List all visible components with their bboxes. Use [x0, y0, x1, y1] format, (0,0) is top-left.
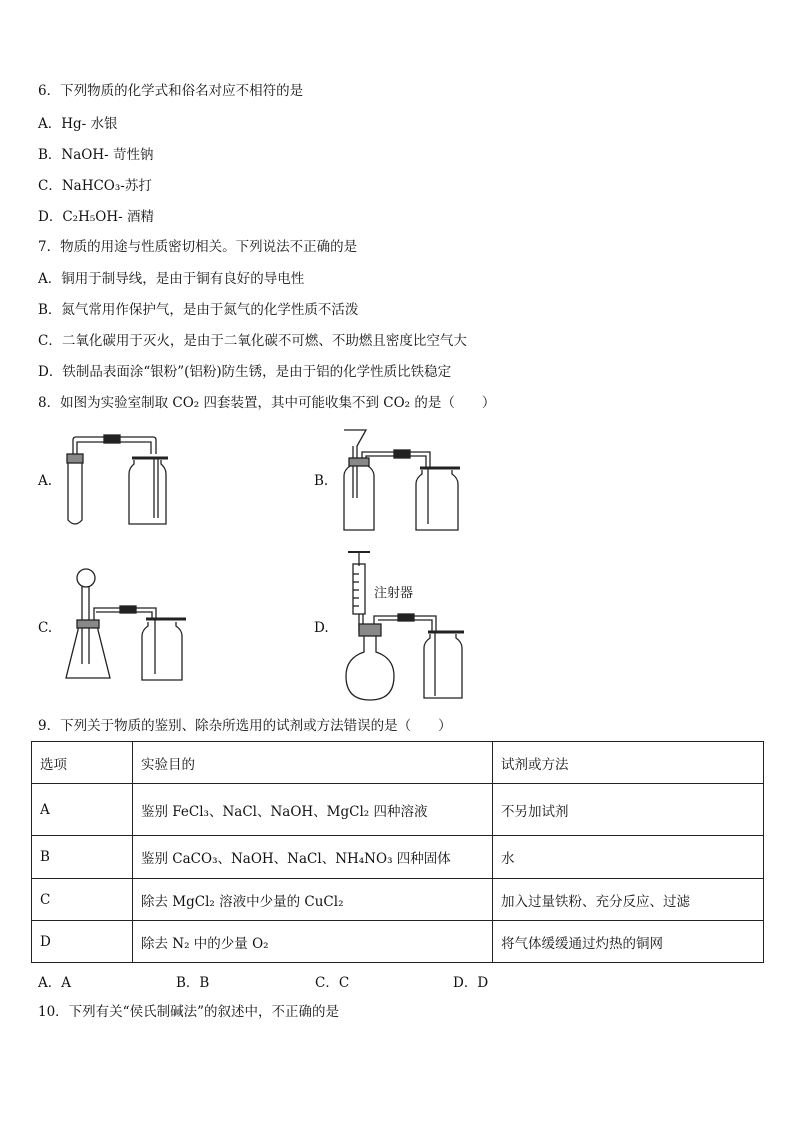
- apparatus-a-figure: [58, 428, 178, 530]
- table-row: [32, 921, 764, 963]
- q8-label-c: C.: [38, 620, 53, 636]
- table-row: [32, 879, 764, 921]
- table-row: [32, 836, 764, 879]
- q6-stem: 6．下列物质的化学式和俗名对应不相符的是: [38, 83, 304, 99]
- syringe-label: 注射器: [374, 586, 414, 601]
- table-cell: 将气体缓缓通过灼热的铜网: [493, 921, 764, 963]
- table-cell: B: [32, 836, 133, 879]
- q8-label-a: A.: [38, 473, 53, 489]
- table-cell: 除去 N₂ 中的少量 O₂: [133, 921, 493, 963]
- table-cell: 加入过量铁粉、充分反应、过滤: [493, 879, 764, 921]
- q6-option-c: C．NaHCO₃-苏打: [38, 178, 152, 194]
- q6-option-b: B．NaOH- 苛性钠: [38, 147, 154, 163]
- q9-answer-a: A．A: [38, 975, 71, 991]
- header-method: 试剂或方法: [493, 742, 764, 784]
- apparatus-d-figure: [340, 548, 470, 704]
- table-cell: D: [32, 921, 133, 963]
- table-cell: A: [32, 784, 133, 836]
- q8-label-d: D.: [314, 620, 329, 636]
- q9-stem: 9．下列关于物质的鉴别、除杂所选用的试剂或方法错误的是（ ）: [38, 718, 452, 734]
- table-header-row: [32, 742, 764, 784]
- table-row: [32, 784, 764, 836]
- q7-option-a: A．铜用于制导线，是由于铜有良好的导电性: [38, 271, 305, 287]
- q7-stem: 7．物质的用途与性质密切相关。下列说法不正确的是: [38, 239, 358, 255]
- table-cell: 水: [493, 836, 764, 879]
- q10-stem: 10．下列有关“侯氏制碱法”的叙述中，不正确的是: [38, 1004, 339, 1020]
- apparatus-b-figure: [338, 428, 468, 534]
- apparatus-c-figure: [62, 564, 188, 684]
- q8-stem: 8．如图为实验室制取 CO₂ 四套装置，其中可能收集不到 CO₂ 的是（ ）: [38, 395, 496, 411]
- table-cell: 除去 MgCl₂ 溶液中少量的 CuCl₂: [133, 879, 493, 921]
- q9-answer-d: D．D: [453, 975, 489, 991]
- q7-option-c: C．二氧化碳用于灭火，是由于二氧化碳不可燃、不助燃且密度比空气大: [38, 333, 467, 349]
- table-cell: 鉴别 FeCl₃、NaCl、NaOH、MgCl₂ 四种溶液: [133, 784, 493, 836]
- q6-option-d: D．C₂H₅OH- 酒精: [38, 209, 154, 225]
- table-cell: C: [32, 879, 133, 921]
- header-option: 选项: [32, 742, 133, 784]
- q9-answer-b: B．B: [176, 975, 210, 991]
- q7-option-b: B．氮气常用作保护气，是由于氮气的化学性质不活泼: [38, 302, 359, 318]
- q8-label-b: B.: [314, 473, 329, 489]
- table-cell: 不另加试剂: [493, 784, 764, 836]
- q6-option-a: A．Hg- 水银: [38, 116, 118, 132]
- header-purpose: 实验目的: [133, 742, 493, 784]
- q9-table: [31, 741, 764, 963]
- table-cell: 鉴别 CaCO₃、NaOH、NaCl、NH₄NO₃ 四种固体: [133, 836, 493, 879]
- q7-option-d: D．铁制品表面涂“银粉”(铝粉)防生锈，是由于铝的化学性质比铁稳定: [38, 364, 452, 380]
- q9-answer-c: C．C: [315, 975, 350, 991]
